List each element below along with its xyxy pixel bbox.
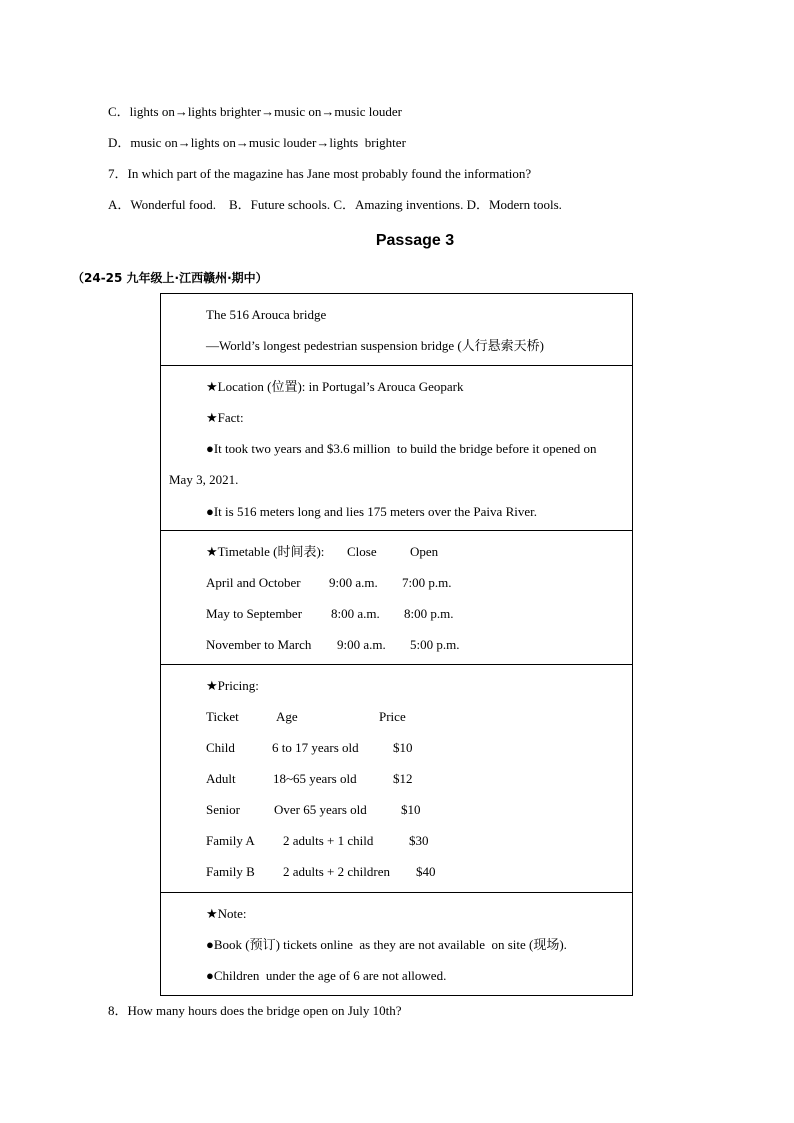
note-item-2: ●Children under the age of 6 are not allowed. bbox=[206, 968, 447, 983]
pricing-age: Over 65 years old bbox=[274, 802, 367, 817]
pricing-age: 2 adults + 2 children bbox=[283, 864, 390, 879]
question-8: 8．How many hours does the bridge open on July 10th? bbox=[108, 1003, 402, 1018]
pricing-ticket: Senior bbox=[206, 802, 240, 817]
pricing-age: 6 to 17 years old bbox=[272, 740, 359, 755]
pricing-label: ★Pricing: bbox=[206, 678, 259, 693]
timetable-close: 9:00 a.m. bbox=[337, 637, 386, 652]
pricing-price: $40 bbox=[416, 864, 436, 879]
question-7-options: A．Wonderful food. B．Future schools. C．Amazing inventions. D．Modern tools. bbox=[108, 197, 562, 212]
timetable-period: November to March bbox=[206, 637, 312, 652]
timetable-col-open: Open bbox=[410, 544, 439, 559]
note-item-1: ●Book (预订) tickets online as they are not available on site (现场). bbox=[206, 937, 567, 952]
pricing-price: $10 bbox=[401, 802, 421, 817]
pricing-cell bbox=[160, 664, 633, 893]
option-6d: D．music on→lights on→music louder→lights brighter bbox=[108, 135, 406, 150]
timetable-close: 9:00 a.m. bbox=[329, 575, 378, 590]
pricing-price: $10 bbox=[393, 740, 413, 755]
fact-item-1-cont: May 3, 2021. bbox=[169, 472, 239, 487]
timetable-open: 5:00 p.m. bbox=[410, 637, 460, 652]
note-cell bbox=[160, 892, 633, 996]
pricing-price: $30 bbox=[409, 833, 429, 848]
bridge-subtitle: —World’s longest pedestrian suspension bridge (人行悬索天桥) bbox=[206, 338, 544, 353]
pricing-ticket: Family A bbox=[206, 833, 255, 848]
timetable-cell bbox=[160, 530, 633, 665]
timetable-period: April and October bbox=[206, 575, 301, 590]
pricing-ticket: Adult bbox=[206, 771, 236, 786]
fact-item-2: ●It is 516 meters long and lies 175 meters over the Paiva River. bbox=[206, 504, 537, 519]
timetable-label: ★Timetable (时间表): bbox=[206, 544, 325, 559]
pricing-header-ticket: Ticket bbox=[206, 709, 239, 724]
passage-source: （24-25 九年级上·江西赣州·期中） bbox=[72, 271, 268, 285]
timetable-period: May to September bbox=[206, 606, 303, 621]
pricing-age: 18~65 years old bbox=[273, 771, 357, 786]
fact-label: ★Fact: bbox=[206, 410, 244, 425]
pricing-ticket: Child bbox=[206, 740, 235, 755]
bridge-name: The 516 Arouca bridge bbox=[206, 307, 327, 322]
timetable-close: 8:00 a.m. bbox=[331, 606, 380, 621]
fact-item-1: ●It took two years and $3.6 million to build the bridge before it opened on bbox=[206, 441, 597, 456]
location-text: ★Location (位置): in Portugal’s Arouca Geopark bbox=[206, 379, 464, 394]
pricing-price: $12 bbox=[393, 771, 413, 786]
notice-header-cell bbox=[160, 293, 633, 366]
passage-title: Passage 3 bbox=[375, 232, 455, 249]
pricing-header-age: Age bbox=[276, 709, 298, 724]
pricing-age: 2 adults + 1 child bbox=[283, 833, 374, 848]
note-label: ★Note: bbox=[206, 906, 247, 921]
pricing-ticket: Family B bbox=[206, 864, 255, 879]
question-7: 7．In which part of the magazine has Jane most probably found the information? bbox=[108, 166, 532, 181]
timetable-open: 7:00 p.m. bbox=[402, 575, 452, 590]
timetable-open: 8:00 p.m. bbox=[404, 606, 454, 621]
location-fact-cell bbox=[160, 365, 633, 531]
pricing-header-price: Price bbox=[379, 709, 406, 724]
option-6c: C．lights on→lights brighter→music on→music louder bbox=[108, 104, 402, 119]
timetable-col-close: Close bbox=[347, 544, 377, 559]
